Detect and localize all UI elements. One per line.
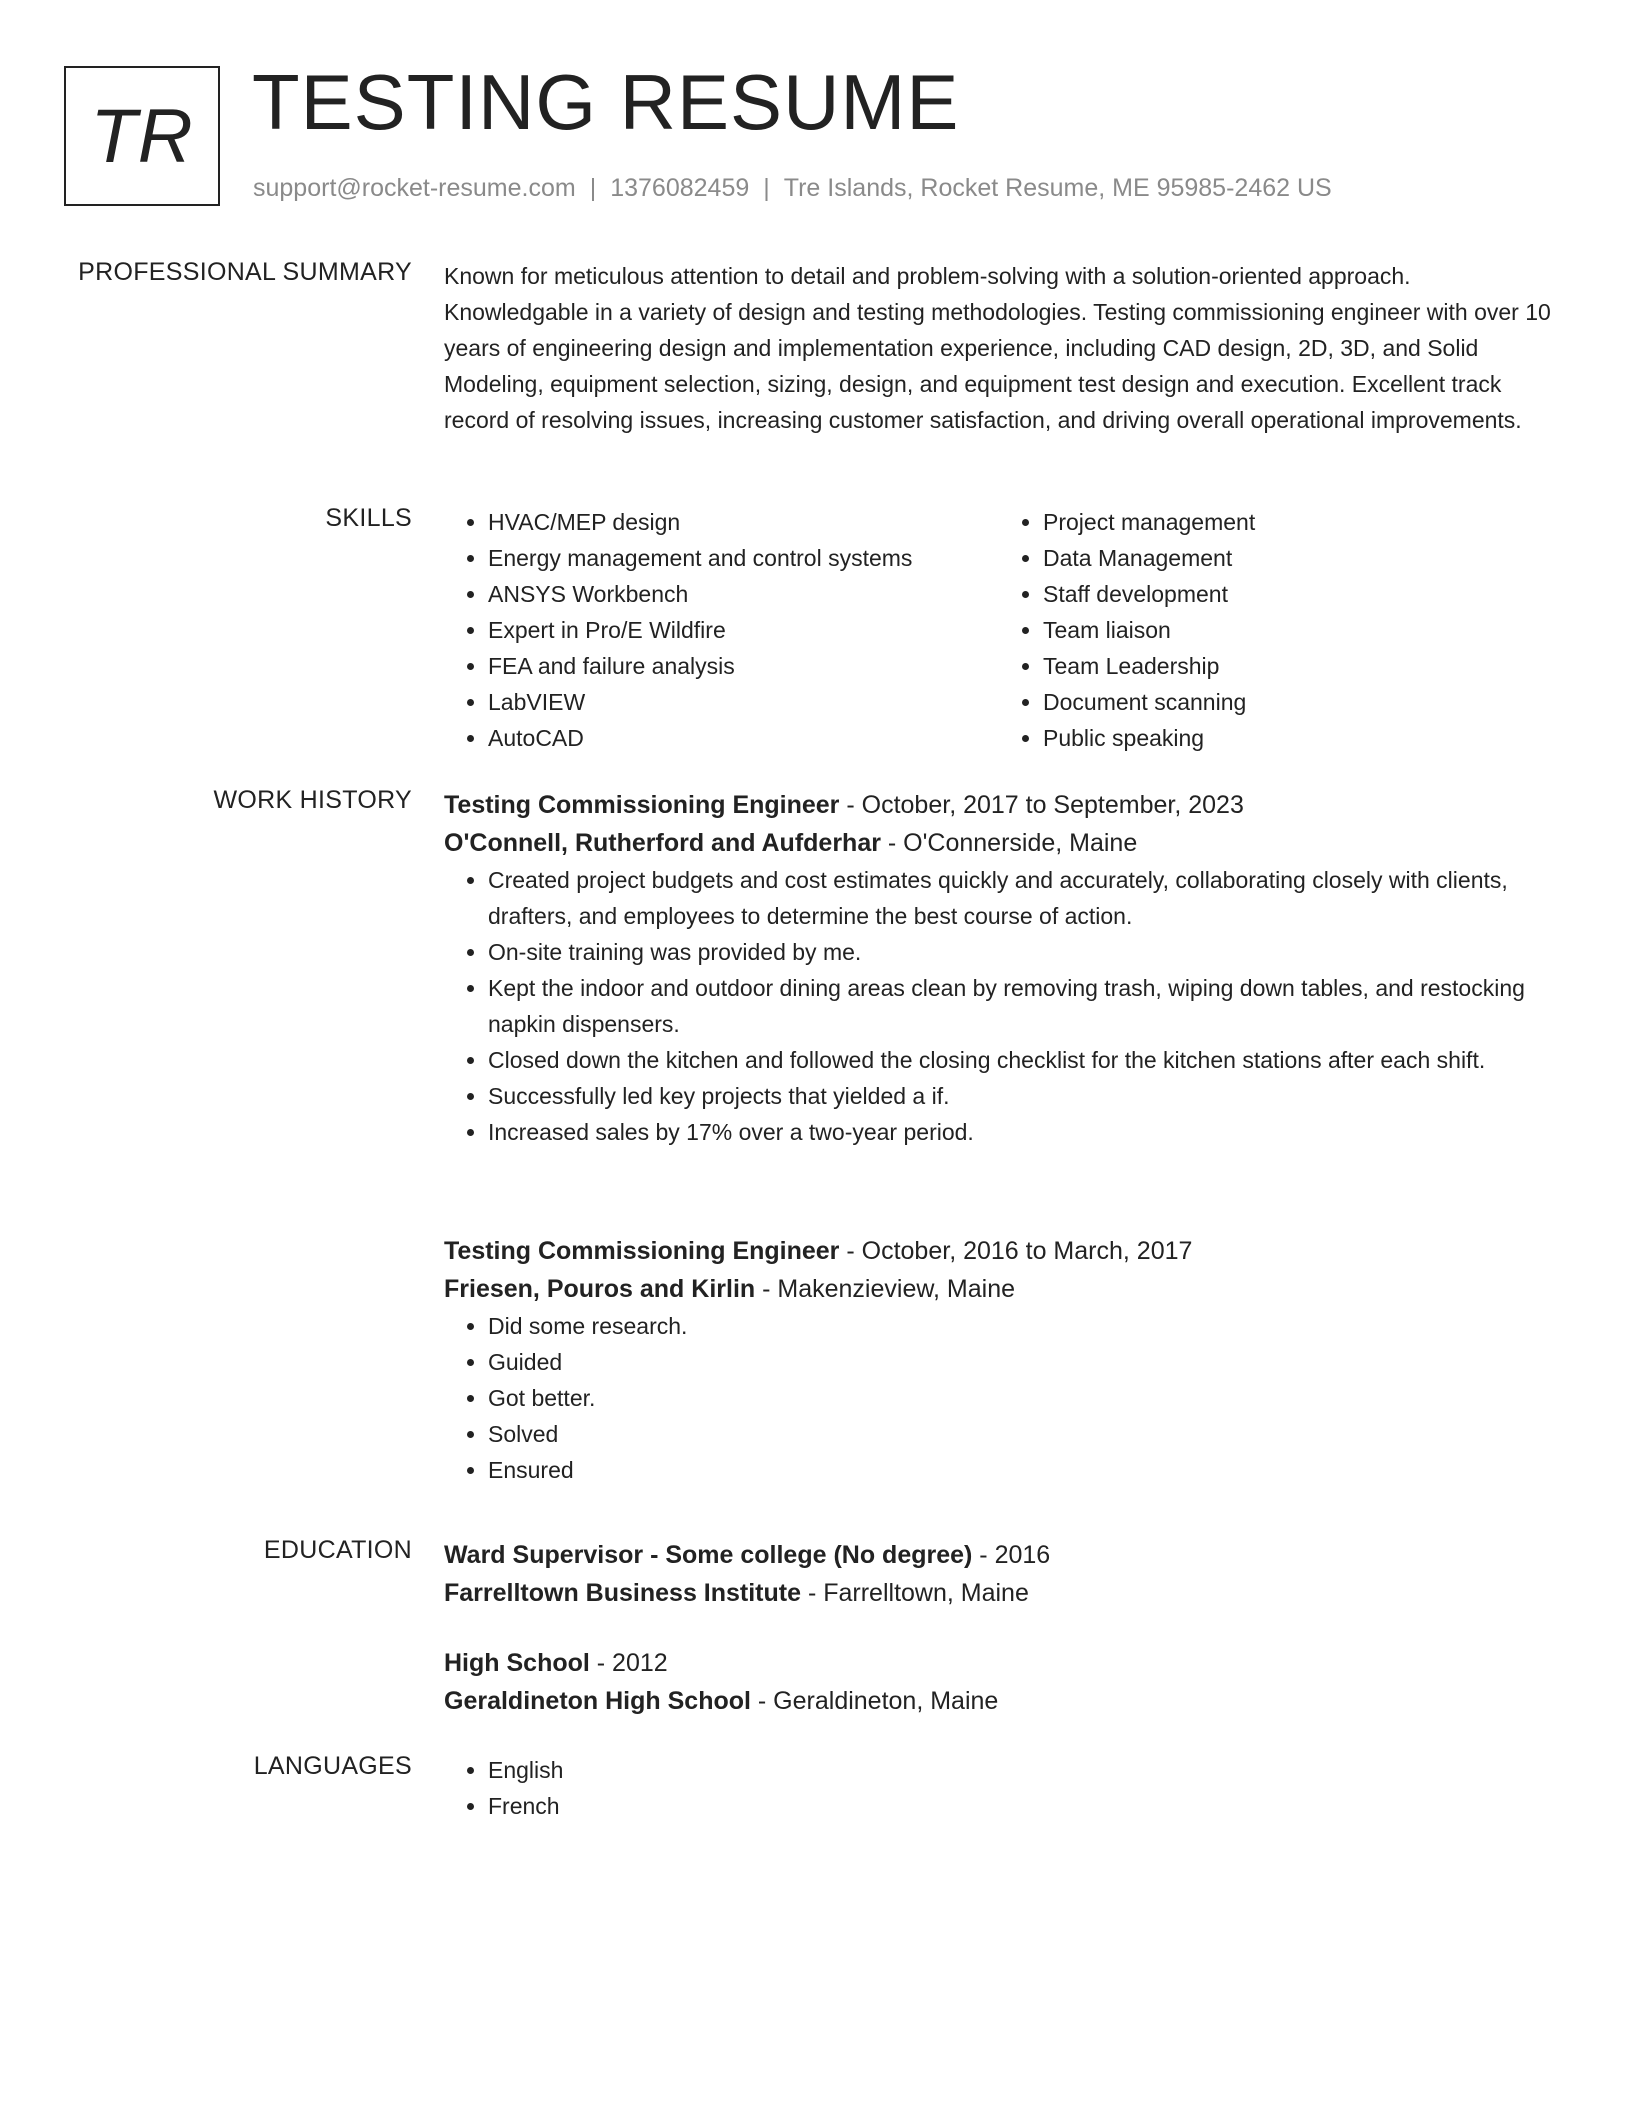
- skill-item: • ANSYS Workbench: [488, 576, 999, 612]
- contact-email: support@rocket-resume.com: [253, 174, 576, 202]
- employer-line: [444, 824, 1554, 862]
- monogram-box: [64, 66, 220, 206]
- employer-location: - O'Connerside, Maine: [880, 829, 1138, 857]
- school-location: - Farrelltown, Maine: [801, 1579, 1029, 1607]
- skill-item: • Team Leadership: [1043, 648, 1554, 684]
- skill-item: • Staff development: [1043, 576, 1554, 612]
- job-bullet: • Did some research.: [488, 1308, 1554, 1344]
- section-label-work: WORK HISTORY: [213, 786, 412, 814]
- job-title-line: [444, 786, 1554, 824]
- job-bullet: • On-site training was provided by me.: [488, 934, 1554, 970]
- job-bullet: • Successfully led key projects that yielded a if.: [488, 1078, 1554, 1114]
- monogram-initials: TR: [90, 93, 194, 179]
- job-bullets: [444, 862, 1554, 1150]
- skill-item: • LabVIEW: [488, 684, 999, 720]
- contact-separator: |: [763, 174, 770, 202]
- job-dates: - October, 2016 to March, 2017: [839, 1237, 1193, 1265]
- skill-item: • FEA and failure analysis: [488, 648, 999, 684]
- job-bullet: • Solved: [488, 1416, 1554, 1452]
- job-bullet: • Got better.: [488, 1380, 1554, 1416]
- employer-location: - Makenzieview, Maine: [755, 1275, 1015, 1303]
- languages-body: [444, 1752, 1554, 1824]
- section-label-education: EDUCATION: [263, 1536, 412, 1564]
- skill-item: • Project management: [1043, 504, 1554, 540]
- job-entry: [444, 786, 1554, 1150]
- skills-list-right: [999, 504, 1554, 756]
- job-bullet: • Ensured: [488, 1452, 1554, 1488]
- language-item: • English: [488, 1752, 1554, 1788]
- education-year: - 2016: [972, 1541, 1051, 1569]
- job-bullet: • Created project budgets and cost estimates quickly and accurately, collaborating closely with clients, drafters, and employees to determine the best course of action.: [488, 862, 1554, 934]
- contact-separator: |: [589, 174, 597, 202]
- section-label-summary: PROFESSIONAL SUMMARY: [78, 258, 412, 286]
- job-bullet: • Closed down the kitchen and followed the closing checklist for the kitchen stations after each shift.: [488, 1042, 1554, 1078]
- contact-line: [253, 174, 1332, 203]
- skill-item: • Team liaison: [1043, 612, 1554, 648]
- contact-address: Tre Islands, Rocket Resume, ME 95985-2462 US: [783, 174, 1332, 202]
- degree: Ward Supervisor - Some college (No degree): [444, 1541, 973, 1569]
- degree-line: [444, 1536, 1554, 1574]
- employer-name: Friesen, Pouros and Kirlin: [444, 1275, 756, 1303]
- skill-item: • HVAC/MEP design: [488, 504, 999, 540]
- skills-body: [444, 504, 1554, 756]
- job-bullet: • Guided: [488, 1344, 1554, 1380]
- employer-line: [444, 1270, 1554, 1308]
- skill-item: • AutoCAD: [488, 720, 999, 756]
- skill-item: • Data Management: [1043, 540, 1554, 576]
- contact-phone: 1376082459: [610, 174, 750, 202]
- education-year: - 2012: [589, 1649, 668, 1677]
- job-bullet: • Increased sales by 17% over a two-year period.: [488, 1114, 1554, 1150]
- degree-line: [444, 1644, 1554, 1682]
- school-name: Farrelltown Business Institute: [444, 1579, 802, 1607]
- job-dates: - October, 2017 to September, 2023: [839, 791, 1244, 819]
- language-item: • French: [488, 1788, 1554, 1824]
- skill-item: • Public speaking: [1043, 720, 1554, 756]
- school-name: Geraldineton High School: [444, 1687, 751, 1715]
- school-line: [444, 1574, 1554, 1612]
- summary-text: Known for meticulous attention to detail and problem-solving with a solution-oriented approach. Knowledgable in a variety of design and testing methodologies. Testing commissioning engineer with over 10 years of engineering design and implementation experience, including CAD design, 2D, 3D, and Solid Modeling, equipment selection, sizing, design, and equipment test design and execution. Excellent track record of resolving issues, increasing customer satisfaction, and driving overall operational improvements.: [444, 263, 1551, 433]
- resume-name: TESTING RESUME: [252, 58, 960, 146]
- job-bullet: • Kept the indoor and outdoor dining areas clean by removing trash, wiping down tables, and restocking napkin dispensers.: [488, 970, 1554, 1042]
- job-title-line: [444, 1232, 1554, 1270]
- employer-name: O'Connell, Rutherford and Aufderhar: [444, 829, 881, 857]
- skills-list-left: [444, 504, 999, 756]
- section-label-languages: LANGUAGES: [253, 1752, 412, 1780]
- skill-item: • Expert in Pro/E Wildfire: [488, 612, 999, 648]
- job-title: Testing Commissioning Engineer: [444, 1237, 840, 1265]
- job-entry: [444, 1232, 1554, 1488]
- skill-item: • Document scanning: [1043, 684, 1554, 720]
- skill-item: • Energy management and control systems: [488, 540, 999, 576]
- degree: High School: [444, 1649, 590, 1677]
- education-entry: [444, 1644, 1554, 1720]
- education-entry: [444, 1536, 1554, 1612]
- school-location: - Geraldineton, Maine: [750, 1687, 999, 1715]
- languages-list: [444, 1752, 1554, 1824]
- section-label-skills: SKILLS: [325, 504, 412, 532]
- school-line: [444, 1682, 1554, 1720]
- job-title: Testing Commissioning Engineer: [444, 791, 840, 819]
- job-bullets: [444, 1308, 1554, 1488]
